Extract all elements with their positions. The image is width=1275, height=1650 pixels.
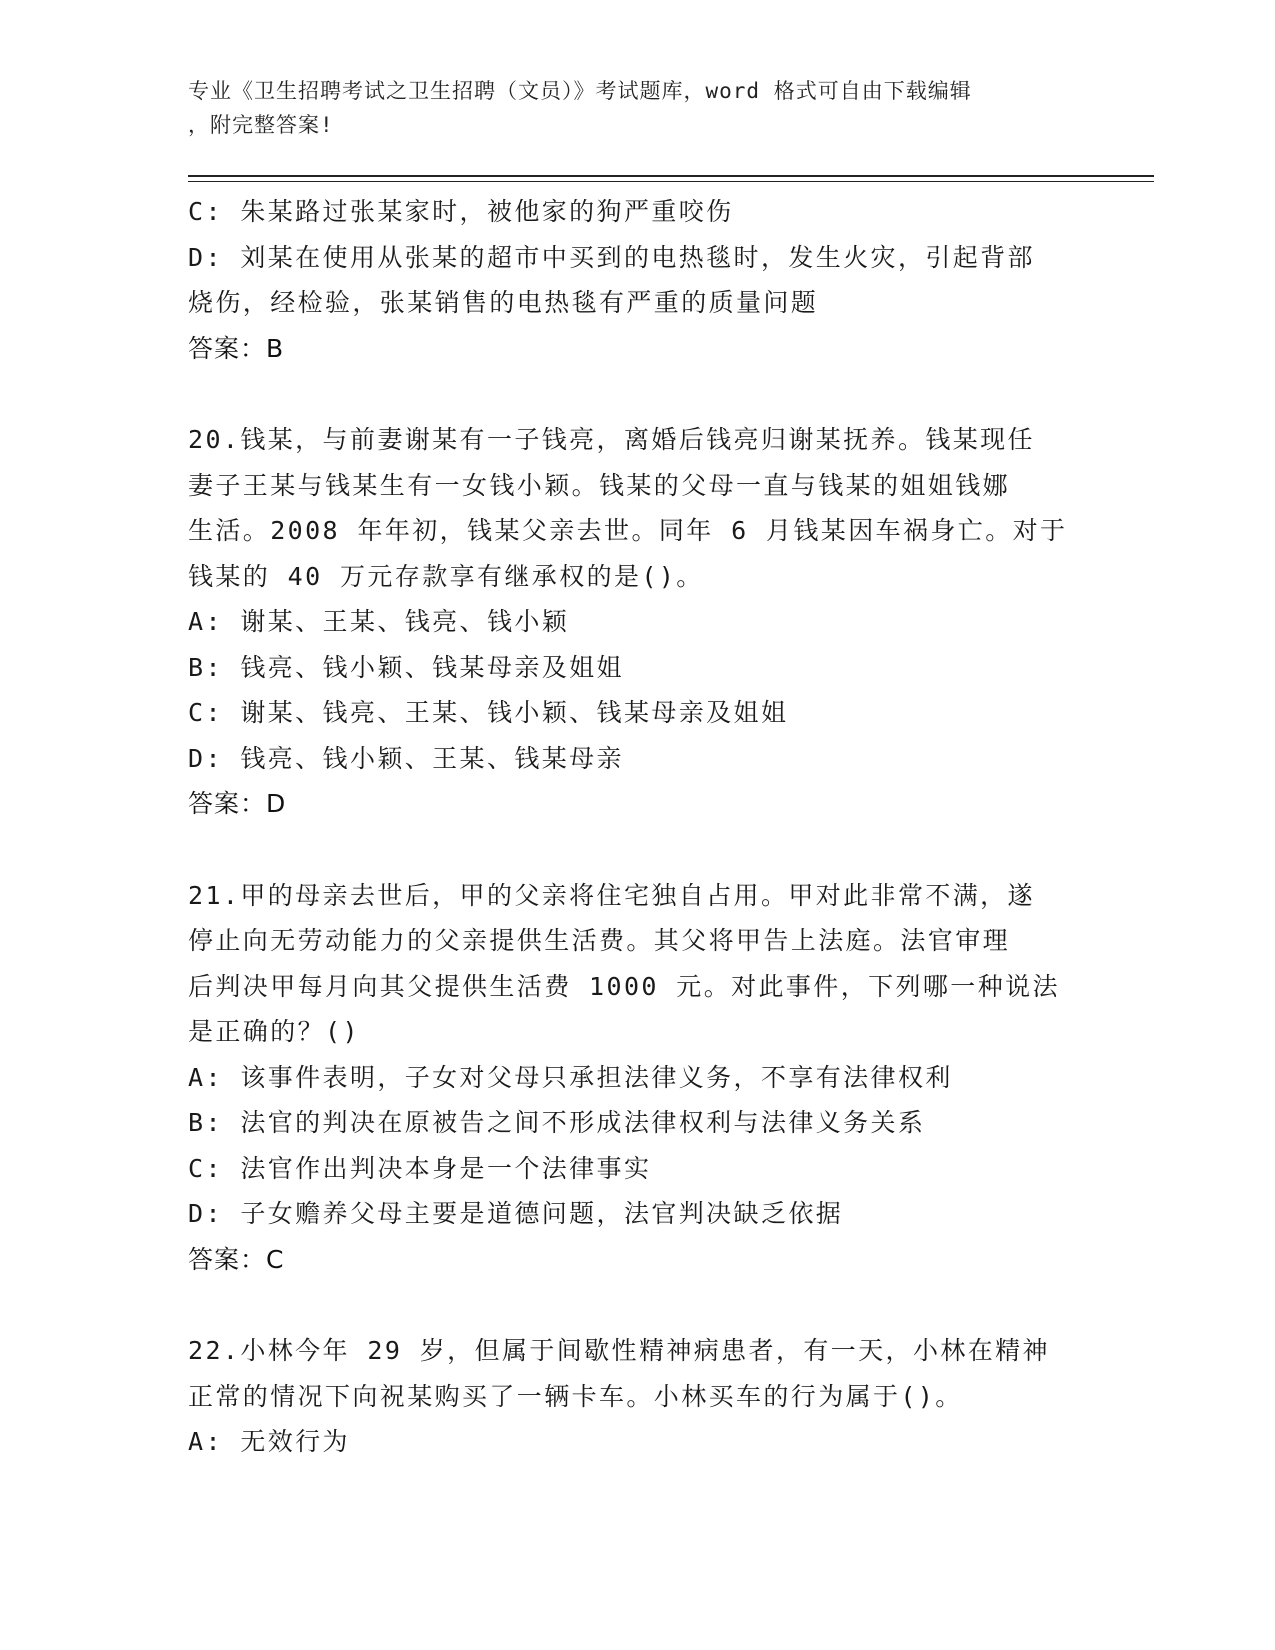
option-b: B: 钱亮、钱小颖、钱某母亲及姐姐 <box>188 652 624 682</box>
document-header <box>188 74 1068 142</box>
question-stem-continued: 生活。2008 年年初，钱某父亲去世。同年 6 月钱某因车祸身亡。对于 <box>188 516 1068 545</box>
header-line-1: 专业《卫生招聘考试之卫生招聘（文员）》考试题库，word 格式可自由下载编辑 <box>188 79 972 103</box>
question-stem-continued: 钱某的 40 万元存款享有继承权的是()。 <box>188 561 704 591</box>
question-spacer <box>188 827 1088 873</box>
option-a: A: 无效行为 <box>188 1427 350 1456</box>
question-list <box>188 189 1088 1465</box>
header-line-2: ，附完整答案! <box>188 113 334 137</box>
option-a: A: 谢某、王某、钱亮、钱小颖 <box>188 607 570 636</box>
question-stem: 22.小林今年 29 岁，但属于间歇性精神病患者，有一天，小林在精神 <box>188 1336 1050 1365</box>
header-rule-thick <box>188 175 1154 177</box>
question-21 <box>188 873 1088 1283</box>
option-c: C: 朱某路过张某家时，被他家的狗严重咬伤 <box>188 197 734 226</box>
question-spacer <box>188 1282 1088 1328</box>
question-stem: 21.甲的母亲去世后，甲的父亲将住宅独自占用。甲对此非常不满，遂 <box>188 880 1035 910</box>
question-19 <box>188 189 1088 371</box>
option-d: D: 刘某在使用从张某的超市中买到的电热毯时，发生火灾，引起背部 <box>188 242 1035 272</box>
option-c: C: 法官作出判决本身是一个法律事实 <box>188 1153 652 1183</box>
question-stem-continued: 妻子王某与钱某生有一女钱小颖。钱某的父母一直与钱某的姐姐钱娜 <box>188 470 1011 500</box>
answer: 答案：D <box>188 789 287 818</box>
question-22 <box>188 1328 1088 1465</box>
question-stem: 20.钱某，与前妻谢某有一子钱亮，离婚后钱亮归谢某抚养。钱某现任 <box>188 425 1035 454</box>
option-d: D: 子女赡养父母主要是道德问题，法官判决缺乏依据 <box>188 1199 844 1228</box>
question-stem-continued: 是正确的？() <box>188 1017 360 1046</box>
question-stem-continued: 正常的情况下向祝某购买了一辆卡车。小林买车的行为属于()。 <box>188 1381 963 1411</box>
question-20 <box>188 417 1088 827</box>
question-spacer <box>188 371 1088 417</box>
question-stem-continued: 停止向无劳动能力的父亲提供生活费。其父将甲告上法庭。法官审理 <box>188 926 1011 955</box>
option-c: C: 谢某、钱亮、王某、钱小颖、钱某母亲及姐姐 <box>188 698 789 727</box>
option-d-continued: 烧伤，经检验，张某销售的电热毯有严重的质量问题 <box>188 288 819 317</box>
option-b: B: 法官的判决在原被告之间不形成法律权利与法律义务关系 <box>188 1108 926 1137</box>
header-rule-thin <box>188 181 1154 182</box>
answer: 答案：B <box>188 333 285 363</box>
question-stem-continued: 后判决甲每月向其父提供生活费 1000 元。对此事件，下列哪一种说法 <box>188 971 1060 1001</box>
option-a: A: 该事件表明，子女对父母只承担法律义务，不享有法律权利 <box>188 1062 953 1092</box>
option-d: D: 钱亮、钱小颖、王某、钱某母亲 <box>188 743 624 773</box>
answer: 答案：C <box>188 1244 285 1274</box>
